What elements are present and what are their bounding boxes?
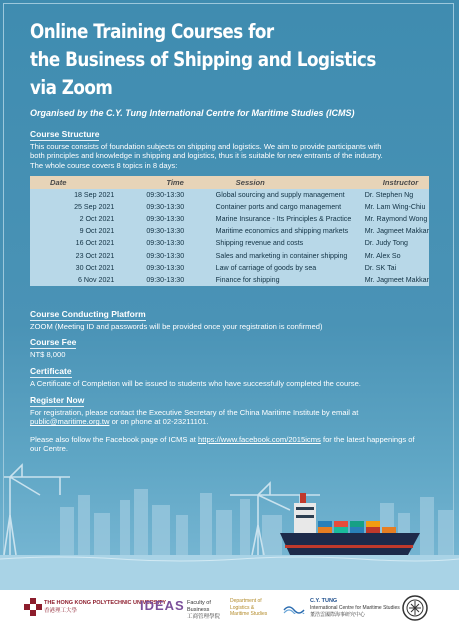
schedule-instructor: Dr. Judy Tong	[364, 239, 408, 248]
schedule-time: 09:30-13:30	[146, 263, 185, 272]
schedule-row	[30, 201, 429, 213]
facebook-line-1	[30, 435, 430, 444]
fee-heading: Course Fee	[30, 337, 77, 347]
schedule-instructor: Mr. Jagmeet Makkar	[364, 227, 429, 236]
register-text	[30, 408, 430, 427]
schedule-date: 25 Sep 2021	[74, 203, 115, 212]
polyu-name-zh: 香港理工大學	[44, 608, 78, 614]
schedule-session: Finance for shipping	[215, 275, 280, 284]
register-line-1: For registration, please contact the Executive Secretary of the China Maritime Institute by email at	[30, 408, 359, 417]
title-line-1: Online Training Courses for	[30, 20, 274, 43]
schedule-table	[30, 176, 429, 286]
fee-text: NT$ 8,000	[30, 350, 66, 359]
schedule-time: 09:30-13:30	[146, 251, 185, 260]
register-line-2	[30, 417, 430, 426]
title-line-2: the Business of Shipping and Logistics	[30, 48, 376, 71]
logo-strip	[0, 590, 459, 633]
schedule-session: Sales and marketing in container shipping	[215, 251, 348, 260]
header-date: Date	[30, 176, 146, 189]
schedule-instructor: Mr. Lam Wing-Chiu	[364, 203, 426, 212]
facebook-suffix: for the latest happenings of	[320, 435, 415, 444]
platform-heading: Course Conducting Platform	[30, 309, 146, 319]
schedule-instructor: Mr. Jagmeet Makkar	[364, 275, 429, 284]
schedule-time: 09:30-13:30	[146, 203, 185, 212]
schedule-time: 09:30-13:30	[146, 227, 185, 236]
header-time: Time	[146, 176, 215, 189]
cytung-name-zh: 董浩雲國際海事研究中心	[310, 612, 366, 618]
seal-emblem-icon	[402, 595, 428, 621]
schedule-time: 09:30-13:30	[146, 215, 185, 224]
email-link[interactable]: public@maritime.org.tw	[30, 417, 110, 427]
certificate-text: A Certificate of Completion will be issued to students who have successfully completed the course.	[30, 379, 361, 388]
schedule-time: 09:30-13:30	[146, 191, 185, 200]
schedule-row	[30, 213, 429, 225]
schedule-header-row	[30, 176, 429, 189]
harbour-illustration	[0, 455, 459, 590]
facebook-text	[30, 435, 430, 454]
faculty-name: Faculty of Business	[187, 600, 211, 613]
schedule-row	[30, 274, 429, 286]
cytung-subtitle: International Centre for Maritime Studies	[310, 605, 400, 611]
header-session: Session	[216, 176, 363, 189]
polyu-logo-icon	[24, 598, 42, 616]
schedule-date: 9 Oct 2021	[79, 227, 115, 236]
register-heading: Register Now	[30, 395, 85, 405]
schedule-row	[30, 262, 429, 274]
department-logo: Department of Logistics & Maritime Studies	[230, 598, 268, 617]
course-structure-line: This course consists of foundation subjects on shipping and logistics. We aim to provide participants with	[30, 142, 382, 151]
ideas-logo: IDEAS	[140, 598, 185, 613]
certificate-heading: Certificate	[30, 366, 72, 376]
poster-title	[30, 18, 383, 102]
schedule-row	[30, 189, 429, 201]
polyu-name: THE HONG KONG POLYTECHNIC UNIVERSITY	[44, 600, 167, 606]
schedule-session: Marine Insurance - Its Principles & Practice	[215, 215, 352, 224]
phone-text: or on phone at 02-23211101.	[109, 417, 209, 427]
schedule-row	[30, 225, 429, 237]
schedule-instructor: Dr. Stephen Ng	[364, 191, 414, 200]
schedule-date: 6 Nov 2021	[78, 275, 115, 284]
header-instructor: Instructor	[363, 176, 429, 189]
facebook-prefix: Please also follow the Facebook page of ICMS at	[30, 435, 199, 444]
schedule-date: 16 Oct 2021	[75, 239, 115, 248]
facebook-line-2: our Centre.	[30, 444, 68, 454]
course-structure-line: The whole course covers 8 topics in 8 days:	[30, 160, 178, 170]
platform-text: ZOOM (Meeting ID and passwords will be provided once your registration is confirmed)	[30, 322, 323, 331]
schedule-time: 09:30-13:30	[146, 275, 185, 284]
title-line-3: via Zoom	[30, 76, 113, 99]
schedule-session: Container ports and cargo management	[215, 203, 342, 212]
organiser-line: Organised by the C.Y. Tung International Centre for Maritime Studies (ICMS)	[30, 108, 355, 118]
schedule-date: 23 Oct 2021	[75, 251, 115, 260]
faculty-name-zh: 工商管理學院	[187, 614, 221, 620]
schedule-session: Law of carriage of goods by sea	[215, 263, 317, 272]
facebook-link[interactable]: https://www.facebook.com/2015icms	[198, 435, 321, 444]
schedule-row	[30, 237, 429, 249]
schedule-instructor: Dr. SK Tai	[364, 263, 397, 272]
schedule-row	[30, 249, 429, 261]
schedule-session: Maritime economics and shipping markets	[215, 227, 349, 236]
course-structure-line: both principles and knowledge in shipping and logistics, thus it is suitable for new entrants of the industry.	[30, 151, 383, 161]
schedule-time: 09:30-13:30	[146, 239, 185, 248]
schedule-session: Shipping revenue and costs	[215, 239, 304, 248]
schedule-instructor: Mr. Raymond Wong	[364, 215, 428, 224]
schedule-date: 18 Sep 2021	[74, 191, 115, 200]
schedule-date: 2 Oct 2021	[79, 215, 115, 224]
course-structure-description	[30, 142, 430, 170]
cytung-name: C.Y. TUNG	[310, 598, 338, 604]
schedule-session: Global sourcing and supply management	[215, 191, 345, 200]
schedule-date: 30 Oct 2021	[75, 263, 115, 272]
cytung-logo-icon	[283, 602, 305, 614]
course-structure-heading: Course Structure	[30, 129, 100, 139]
schedule-instructor: Mr. Alex So	[364, 251, 401, 260]
